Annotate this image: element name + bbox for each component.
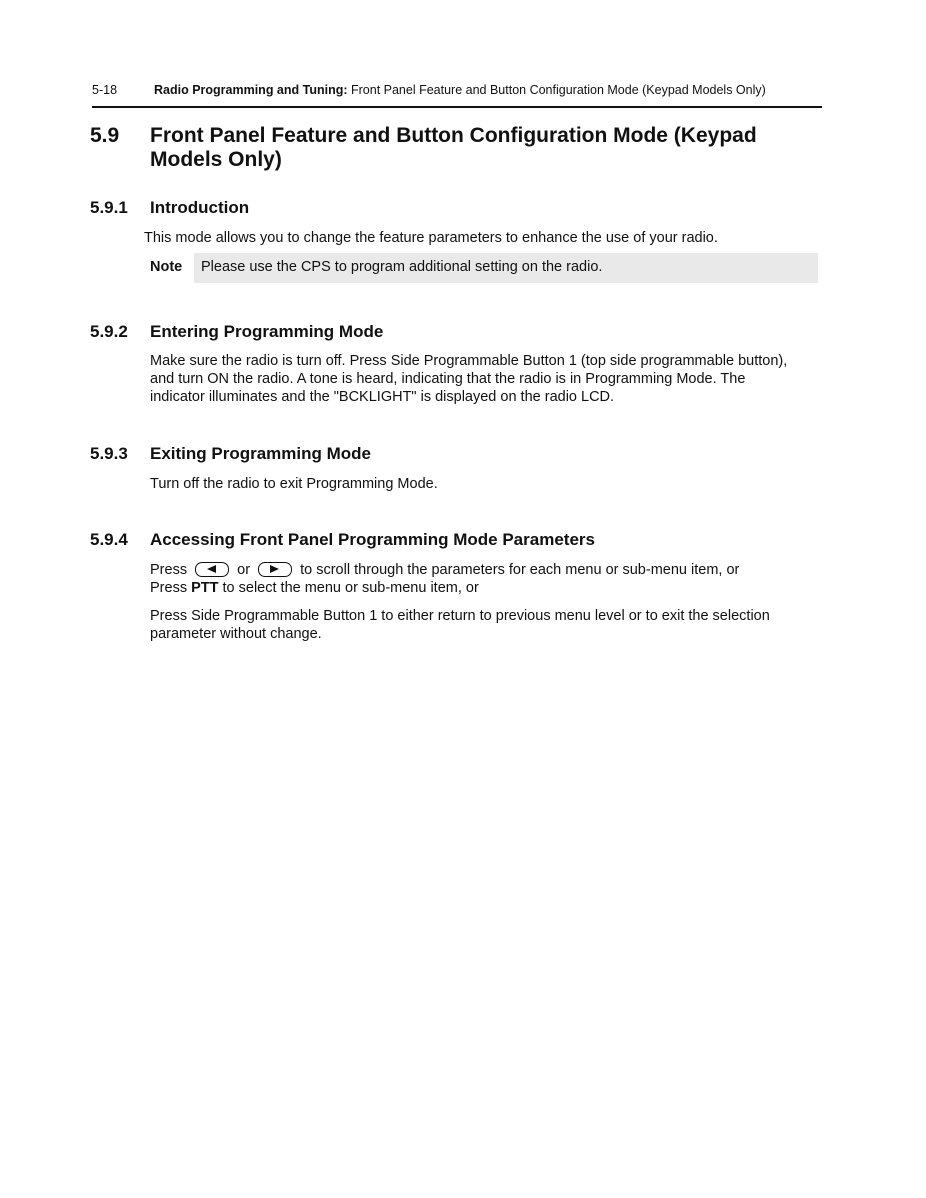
entering-line-1: Make sure the radio is turn off. Press Side Programmable Button 1 (top side programmable button),: [150, 353, 788, 369]
section-title: Front Panel Feature and Button Configuration Mode (Keypad Models Only): [150, 124, 757, 171]
subsection-number: 5.9.4: [90, 530, 128, 549]
scroll-line: [150, 561, 840, 579]
side-button-line-1: Press Side Programmable Button 1 to either return to previous menu level or to exit the selection: [150, 608, 770, 624]
intro-paragraph: This mode allows you to change the feature parameters to enhance the use of your radio.: [144, 230, 718, 246]
subsection-title: Introduction: [150, 198, 250, 217]
subsection-number: 5.9.2: [90, 322, 128, 341]
subsection-title: Exiting Programming Mode: [150, 444, 372, 463]
entering-paragraph: [150, 352, 830, 406]
press2-text: Press: [150, 580, 192, 596]
or-text: or: [237, 562, 251, 578]
note-block: [150, 253, 818, 283]
right-arrow-key-icon: [258, 562, 292, 577]
page-number: 5-18: [92, 83, 118, 97]
note-text: Please use the CPS to program additional setting on the radio.: [201, 259, 603, 275]
left-arrow-key-icon: [195, 562, 229, 577]
subsection-title: Accessing Front Panel Programming Mode Parameters: [150, 530, 595, 549]
section-number: 5.9: [90, 124, 120, 147]
running-title: [154, 83, 766, 97]
side-button-line-2: parameter without change.: [150, 626, 322, 642]
subsection-title: Entering Programming Mode: [150, 322, 384, 341]
ptt-line: [150, 579, 840, 597]
select-text: to select the menu or sub-menu item, or: [218, 580, 479, 596]
running-title-rest: Front Panel Feature and Button Configuration Mode (Keypad Models Only): [347, 83, 766, 97]
press-text: Press: [150, 562, 188, 578]
note-box: [194, 253, 818, 283]
scroll-text: to scroll through the parameters for each menu or sub-menu item, or: [300, 562, 740, 578]
subsection-number: 5.9.1: [90, 198, 128, 217]
running-title-bold: Radio Programming and Tuning:: [154, 83, 348, 97]
entering-line-2: and turn ON the radio. A tone is heard, indicating that the radio is in Programming Mode. The: [150, 371, 746, 387]
header-rule: [92, 106, 822, 108]
note-label: Note: [150, 259, 183, 275]
exiting-paragraph: Turn off the radio to exit Programming Mode.: [150, 476, 438, 492]
entering-line-3: indicator illuminates and the "BCKLIGHT" is displayed on the radio LCD.: [150, 389, 615, 405]
accessing-paragraph: [150, 561, 840, 643]
ptt-label: PTT: [191, 580, 219, 596]
subsection-number: 5.9.3: [90, 444, 128, 463]
